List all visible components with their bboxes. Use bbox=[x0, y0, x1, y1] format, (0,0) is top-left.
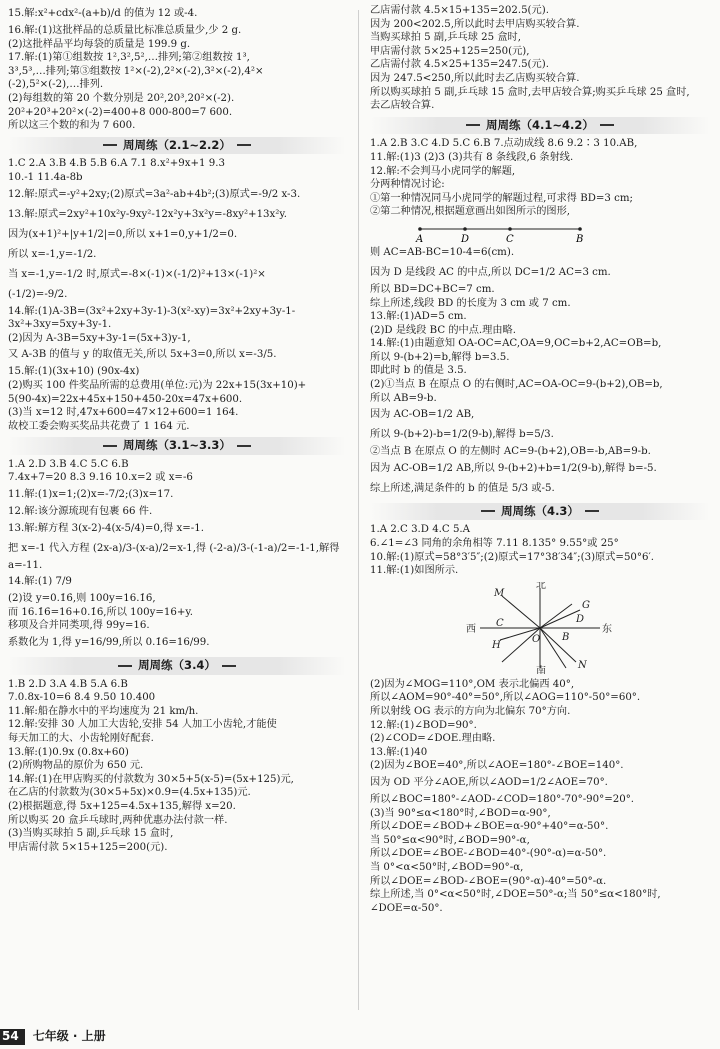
answer-line: 13.解:(1)40 bbox=[370, 746, 428, 758]
answer-line: 又 A-3B 的值与 y 的取值无关,所以 5x+3=0,所以 x=-3/5. bbox=[8, 349, 277, 361]
answer-line: 所以射线 OG 表示的方向为北偏东 70°方向. bbox=[370, 706, 571, 717]
answer-line: 乙店需付款 4.5×25+135=247.5(元). bbox=[370, 59, 549, 71]
answer-line: (2)设 y=0.1̇6̇,则 100y=16.1̇6̇, bbox=[8, 593, 156, 605]
column-divider bbox=[358, 10, 359, 1010]
answer-line: ②第二种情况,根据题意画出如图所示的图形, bbox=[370, 206, 571, 218]
answer-line: 因为 AC-OB=1/2 AB, bbox=[370, 409, 475, 421]
answer-line: 3x²+3xy=5xy+3y-1. bbox=[8, 319, 112, 331]
answer-line: 14.解:(1)在甲店购买的付款数为 30×5+5(x-5)=(5x+125)元, bbox=[8, 773, 294, 785]
heading-bar bbox=[118, 665, 132, 667]
answer-line: 系数化为 1,得 y=16/99,所以 0.1̇6̇=16/99. bbox=[8, 637, 210, 649]
answer-line: 11.解:(1)如图所示. bbox=[370, 565, 459, 577]
page-footer bbox=[0, 1029, 106, 1045]
answer-line: 1.B 2.D 3.A 4.B 5.A 6.B bbox=[8, 678, 128, 690]
answer-line: 当 x=-1,y=-1/2 时,原式=-8×(-1)×(-1/2)²+13×(-1)²× bbox=[8, 268, 266, 280]
compass-diagram bbox=[370, 582, 710, 674]
right-block-4 bbox=[370, 523, 710, 577]
ray-label: H bbox=[492, 639, 501, 651]
answer-line: 7.0.8x-10=6 8.4 9.50 10.400 bbox=[8, 692, 156, 704]
answer-line: 1.A 2.D 3.B 4.C 5.C 6.B bbox=[8, 458, 129, 470]
answer-line: 因为 200<202.5,所以此时去甲店购买较合算. bbox=[370, 18, 580, 30]
answer-line: 12.解:安排 30 人加工大齿轮,安排 54 人加工小齿轮,才能使 bbox=[8, 719, 277, 731]
answer-line: 所以 9-(b+2)-b=1/2(9-b),解得 b=5/3. bbox=[370, 429, 554, 441]
answer-line: 因为 D 是线段 AC 的中点,所以 DC=1/2 AC=3 cm. bbox=[370, 266, 611, 278]
heading-bar bbox=[585, 510, 599, 512]
compass-label: 西 bbox=[466, 623, 476, 635]
point-label: B bbox=[576, 233, 584, 243]
compass-label: 东 bbox=[602, 623, 612, 635]
ray-label: M bbox=[494, 587, 505, 599]
compass-label: 南 bbox=[536, 665, 546, 674]
answer-line: 1.A 2.C 3.D 4.C 5.A bbox=[370, 524, 471, 536]
answer-line: 甲店需付款 5×25+125=250(元), bbox=[370, 45, 530, 57]
answer-line: 因为 AC-OB=1/2 AB,所以 9-(b+2)+b=1/2(9-b),解得 b=-5. bbox=[370, 462, 657, 474]
answer-line: 17.解:(1)第①组数按 1²,3²,5²,…排列;第②组数按 1³, bbox=[8, 52, 250, 64]
answer-line: 所以∠AOM=90°-40°=50°,所以∠AOG=110°-50°=60°. bbox=[370, 692, 641, 704]
answer-line: 7.4x+7=20 8.3 9.16 10.x=2 或 x=-6 bbox=[8, 472, 193, 484]
answer-line: 在乙店的付款数为(30×5+5x)×0.9=(4.5x+135)元. bbox=[8, 787, 251, 799]
answer-line: (2)因为 A-3B=5xy+3y-1=(5x+3)y-1, bbox=[8, 332, 191, 344]
answer-line: 即此时 b 的值是 3.5. bbox=[370, 365, 467, 377]
left-block-4 bbox=[8, 678, 346, 855]
section-heading: 周周练（4.1~4.2） bbox=[370, 117, 710, 135]
point-label: C bbox=[506, 233, 514, 243]
answer-line: 15.解:(1)(3x+10) (90x-4x) bbox=[8, 366, 140, 378]
answer-line: 当 50°≤α<90°时,∠BOD=90°-α, bbox=[370, 834, 530, 846]
answer-line: (-1/2)=-9/2. bbox=[8, 288, 68, 300]
compass-figure bbox=[370, 582, 710, 674]
heading-bar bbox=[466, 124, 480, 126]
page-number: 54 bbox=[0, 1029, 25, 1045]
section-heading: 周周练（2.1~2.2） bbox=[8, 137, 346, 155]
answer-line: (2)①当点 B 在原点 O 的右侧时,AC=OA-OC=9-(b+2),OB=b, bbox=[370, 379, 663, 391]
ray-label: D bbox=[576, 613, 585, 625]
answer-line: 所以∠DOE=∠BOD-∠BOE=(90°-α)-40°=50°-α. bbox=[370, 875, 607, 887]
answer-line: (2)∠COD=∠DOE.理由略. bbox=[370, 733, 496, 745]
heading-bar bbox=[481, 510, 495, 512]
answer-line: 1.A 2.B 3.C 4.D 5.C 6.B 7.点动成线 8.6 9.2∶3 10.AB, bbox=[370, 138, 638, 150]
answer-line: 13.解:(1)0.9x (0.8x+60) bbox=[8, 746, 129, 758]
heading-bar bbox=[237, 144, 251, 146]
heading-bar bbox=[103, 144, 117, 146]
answer-line: 12.解:该分源琉现有包裹 66 件. bbox=[8, 506, 153, 518]
answer-line: (2)每组数的第 20 个数分别是 20²,20³,20²×(-2). bbox=[8, 92, 235, 104]
answer-line: 1.C 2.A 3.B 4.B 5.B 6.A 7.1 8.x²+9x+1 9.3 bbox=[8, 158, 225, 170]
point-label: D bbox=[461, 233, 470, 243]
answer-line: 所以这三个数的和为 7 600. bbox=[8, 120, 136, 132]
answer-line: 综上所述,线段 BD 的长度为 3 cm 或 7 cm. bbox=[370, 297, 571, 309]
compass-label: 北 bbox=[536, 581, 546, 591]
answer-line: 5(90-4x)=22x+45x+150+450-20x=47x+600. bbox=[8, 393, 243, 405]
answer-line: 14.解:(1)由题意知 OA-OC=AC,OA=9,OC=b+2,AC=OB=b, bbox=[370, 338, 662, 350]
answer-line: 综上所述,当 0°<α<50°时,∠DOE=50°-α;当 50°≤α<180°时, bbox=[370, 889, 661, 901]
answer-line: 所以∠DOE=∠BOE-∠BOD=40°-(90°-α)=α-50°. bbox=[370, 848, 607, 860]
answer-line: 所以购买球拍 5 副,乒乓球 15 盒时,去甲店较合算;购买乒乓球 25 盒时, bbox=[370, 86, 690, 98]
left-column bbox=[8, 4, 346, 854]
answer-line: 移项及合并同类项,得 99y=16. bbox=[8, 620, 150, 632]
answer-line: ①第一种情况同马小虎同学的解题过程,可求得 BD=3 cm; bbox=[370, 192, 633, 204]
answer-line: (-2),5²×(-2),…排列. bbox=[8, 79, 104, 91]
answer-line: 13.解:解方程 3(x-2)-4(x-5/4)=0,得 x=-1. bbox=[8, 522, 204, 534]
answer-line: 所以∠BOC=180°-∠AOD-∠COD=180°-70°-90°=20°. bbox=[370, 793, 635, 805]
heading-bar bbox=[222, 665, 236, 667]
answer-line: (2)这批样品平均每袋的质量是 199.9 g. bbox=[8, 38, 191, 50]
answer-line: 13.解:(1)AD=5 cm. bbox=[370, 311, 467, 323]
left-block-3 bbox=[8, 458, 346, 653]
answer-line: (2)D 是线段 BC 的中点.理由略. bbox=[370, 324, 516, 336]
answer-line: 14.解:(1) 7/9 bbox=[8, 576, 72, 588]
answer-line: (3)当 x=12 时,47x+600=47×12+600=1 164. bbox=[8, 407, 239, 419]
left-block-2 bbox=[8, 157, 346, 433]
answer-line: 10.解:(1)原式=58°3′5″;(2)原式=17°38′34″;(3)原式=50°6′. bbox=[370, 551, 655, 563]
answer-line: 所以 AB=9-b. bbox=[370, 392, 437, 404]
right-block-1 bbox=[370, 4, 710, 113]
answer-line: 因为 OD 平分∠AOE,所以∠AOD=1/2∠AOE=70°. bbox=[370, 776, 608, 788]
point-label: A bbox=[416, 233, 424, 243]
answer-line: (2)购买 100 件奖品所需的总费用(单位:元)为 22x+15(3x+10)+ bbox=[8, 379, 307, 391]
answer-line: 综上所述,满足条件的 b 的值是 5/3 或-5. bbox=[370, 482, 555, 494]
answer-line: 当购买球拍 5 副,乒乓球 25 盒时, bbox=[370, 32, 521, 44]
answer-line: 12.解:不会判马小虎同学的解题, bbox=[370, 165, 516, 177]
answer-line: 每天加工的大、小齿轮刚好配套. bbox=[8, 733, 154, 744]
answer-line: 乙店需付款 4.5×15+135=202.5(元). bbox=[370, 5, 549, 16]
answer-line: 所以购买 20 盒乒乓球时,两种优惠办法付款一样. bbox=[8, 814, 228, 826]
answer-line: (3)当购买球拍 5 副,乒乓球 15 盒时, bbox=[8, 828, 174, 840]
answer-line: 把 x=-1 代入方程 (2x-a)/3-(x-a)/2=x-1,得 (-2-a)/3-(-1-a)/2=-1-1,解得 bbox=[8, 542, 340, 554]
answer-line: 10.-1 11.4a-8b bbox=[8, 171, 83, 183]
answer-line: 20²+20³+20²×(-2)=400+8 000-800=7 600. bbox=[8, 106, 233, 118]
answer-line: 去乙店较合算. bbox=[370, 100, 435, 112]
answer-line: 而 16.1̇6̇=16+0.1̇6̇,所以 100y=16+y. bbox=[8, 606, 194, 618]
answer-line: 所以 x=-1,y=-1/2. bbox=[8, 248, 97, 260]
segment-figure bbox=[410, 221, 710, 243]
ray-label: G bbox=[582, 599, 590, 611]
answer-line: 14.解:(1)A-3B=(3x²+2xy+3y-1)-3(x²-xy)=3x²+2xy+3y-1- bbox=[8, 305, 296, 317]
answer-line: 所以 9-(b+2)=b,解得 b=3.5. bbox=[370, 351, 510, 363]
answer-line: 因为(x+1)²+|y+1/2|=0,所以 x+1=0,y+1/2=0. bbox=[8, 228, 238, 240]
right-block-5 bbox=[370, 678, 710, 916]
heading-bar bbox=[237, 445, 251, 447]
ray-label: N bbox=[578, 659, 587, 671]
heading-bar bbox=[103, 445, 117, 447]
right-block-2 bbox=[370, 137, 710, 219]
answer-line: (2)因为∠MOG=110°,OM 表示北偏西 40°, bbox=[370, 678, 575, 690]
right-column bbox=[370, 4, 710, 915]
answer-line: 甲店需付款 5×15+125=200(元). bbox=[8, 841, 168, 853]
answer-line: 11.解:(1)3 (2)3 (3)共有 8 条线段,6 条射线. bbox=[370, 151, 574, 163]
answer-line: 当 0°<α<50°时,∠BOD=90°-α, bbox=[370, 861, 524, 873]
answer-line: 则 AC=AB-BC=10-4=6(cm). bbox=[370, 246, 515, 258]
answer-line: ∠DOE=α-50°. bbox=[370, 902, 443, 914]
answer-line: (2)所购物品的原价为 650 元. bbox=[8, 760, 144, 772]
answer-line: 16.解:(1)这批样品的总质量比标准总质量少,少 2 g. bbox=[8, 25, 242, 36]
section-heading: 周周练（3.4） bbox=[8, 657, 346, 675]
answer-line: (2)因为∠BOE=40°,所以∠AOE=180°-∠BOE=140°. bbox=[370, 760, 624, 772]
heading-bar bbox=[600, 124, 614, 126]
answer-line: 分两种情况讨论: bbox=[370, 179, 445, 191]
segment-diagram bbox=[410, 221, 590, 243]
answer-line: 12.解:(1)∠BOD=90°. bbox=[370, 719, 477, 731]
answer-line: 11.解:船在静水中的平均速度为 21 km/h. bbox=[8, 705, 199, 717]
section-heading: 周周练（3.1~3.3） bbox=[8, 437, 346, 455]
answer-line: 故校工委会购买奖品共花费了 1 164 元. bbox=[8, 420, 190, 432]
answer-line: 因为 247.5<250,所以此时去乙店购买较合算. bbox=[370, 72, 580, 84]
answer-line: 15.解:x²+cdx²-(a+b)/d 的值为 12 或-4. bbox=[8, 8, 198, 19]
ray-label: O bbox=[532, 633, 541, 645]
answer-line: 12.解:原式=-y²+2xy;(2)原式=3a²-ab+4b²;(3)原式=-9/2 x-3. bbox=[8, 188, 301, 200]
right-block-3 bbox=[370, 243, 710, 499]
answer-line: 13.解:原式=2xy²+10x²y-9xy²-12x²y+3x²y=-8xy²+13x²y. bbox=[8, 208, 287, 220]
left-block-1 bbox=[8, 4, 346, 133]
answer-line: 6.∠1=∠3 同角的余角相等 7.11 8.135° 9.55°或 25° bbox=[370, 538, 619, 550]
answer-line: a=-11. bbox=[8, 559, 43, 571]
section-heading: 周周练（4.3） bbox=[370, 503, 710, 521]
grade-label: 七年级 · 上册 bbox=[32, 1029, 106, 1044]
ray-label: B bbox=[562, 631, 570, 643]
answer-line: ②当点 B 在原点 O 的左侧时 AC=9-(b+2),OB=-b,AB=9-b. bbox=[370, 446, 651, 458]
answer-line: (2)根据题意,得 5x+125=4.5x+135,解得 x=20. bbox=[8, 800, 236, 812]
answer-line: (3)当 90°≤α<180°时,∠BOD=α-90°, bbox=[370, 807, 551, 819]
ray-label: C bbox=[496, 617, 504, 629]
answer-line: 所以 BD=DC+BC=7 cm. bbox=[370, 283, 495, 295]
answer-line: 3³,5³,…排列;第③组数按 1²×(-2),2²×(-2),3²×(-2),4²× bbox=[8, 65, 264, 77]
answer-line: 11.解:(1)x=1;(2)x=-7/2;(3)x=17. bbox=[8, 489, 174, 501]
answer-line: 所以∠DOE=∠BOD+∠BOE=α-90°+40°=α-50°. bbox=[370, 821, 609, 833]
